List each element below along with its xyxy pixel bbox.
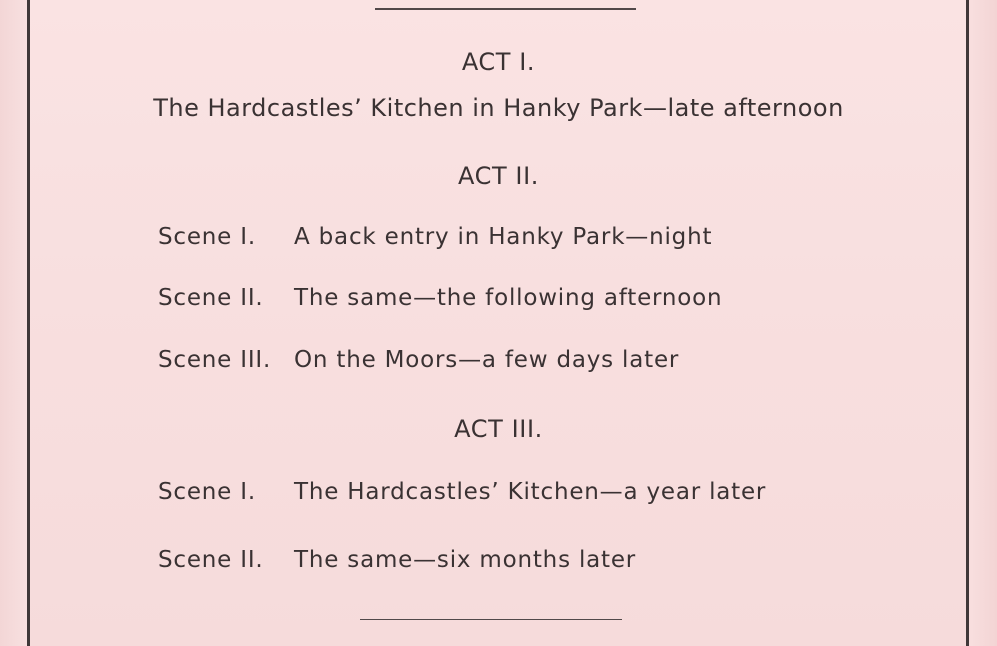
scene-description: The same—the following afternoon [294, 285, 723, 311]
act-3-scene-1 [158, 481, 878, 509]
act-1-setting: The Hardcastles’ Kitchen in Hanky Park—late afternoon [153, 94, 844, 122]
scene-label: Scene III. [158, 347, 272, 373]
act-2-scene-2 [158, 287, 878, 315]
act-2-title: ACT II. [457, 162, 540, 190]
scene-description: On the Moors—a few days later [294, 347, 680, 373]
bottom-divider [360, 619, 622, 620]
scene-label: Scene I. [158, 224, 256, 250]
act-2-scene-3 [158, 349, 878, 377]
scene-description: A back entry in Hanky Park—night [294, 224, 713, 250]
scene-label: Scene I. [158, 479, 256, 505]
act-2-scene-1 [158, 226, 878, 254]
act-3-scene-2 [158, 549, 878, 577]
act-3-title: ACT III. [454, 415, 543, 443]
act-1-title: ACT I. [461, 48, 536, 76]
scene-label: Scene II. [158, 285, 264, 311]
scene-label: Scene II. [158, 547, 264, 573]
top-divider [375, 8, 636, 10]
scene-description: The Hardcastles’ Kitchen—a year later [294, 479, 767, 505]
scene-description: The same—six months later [294, 547, 637, 573]
